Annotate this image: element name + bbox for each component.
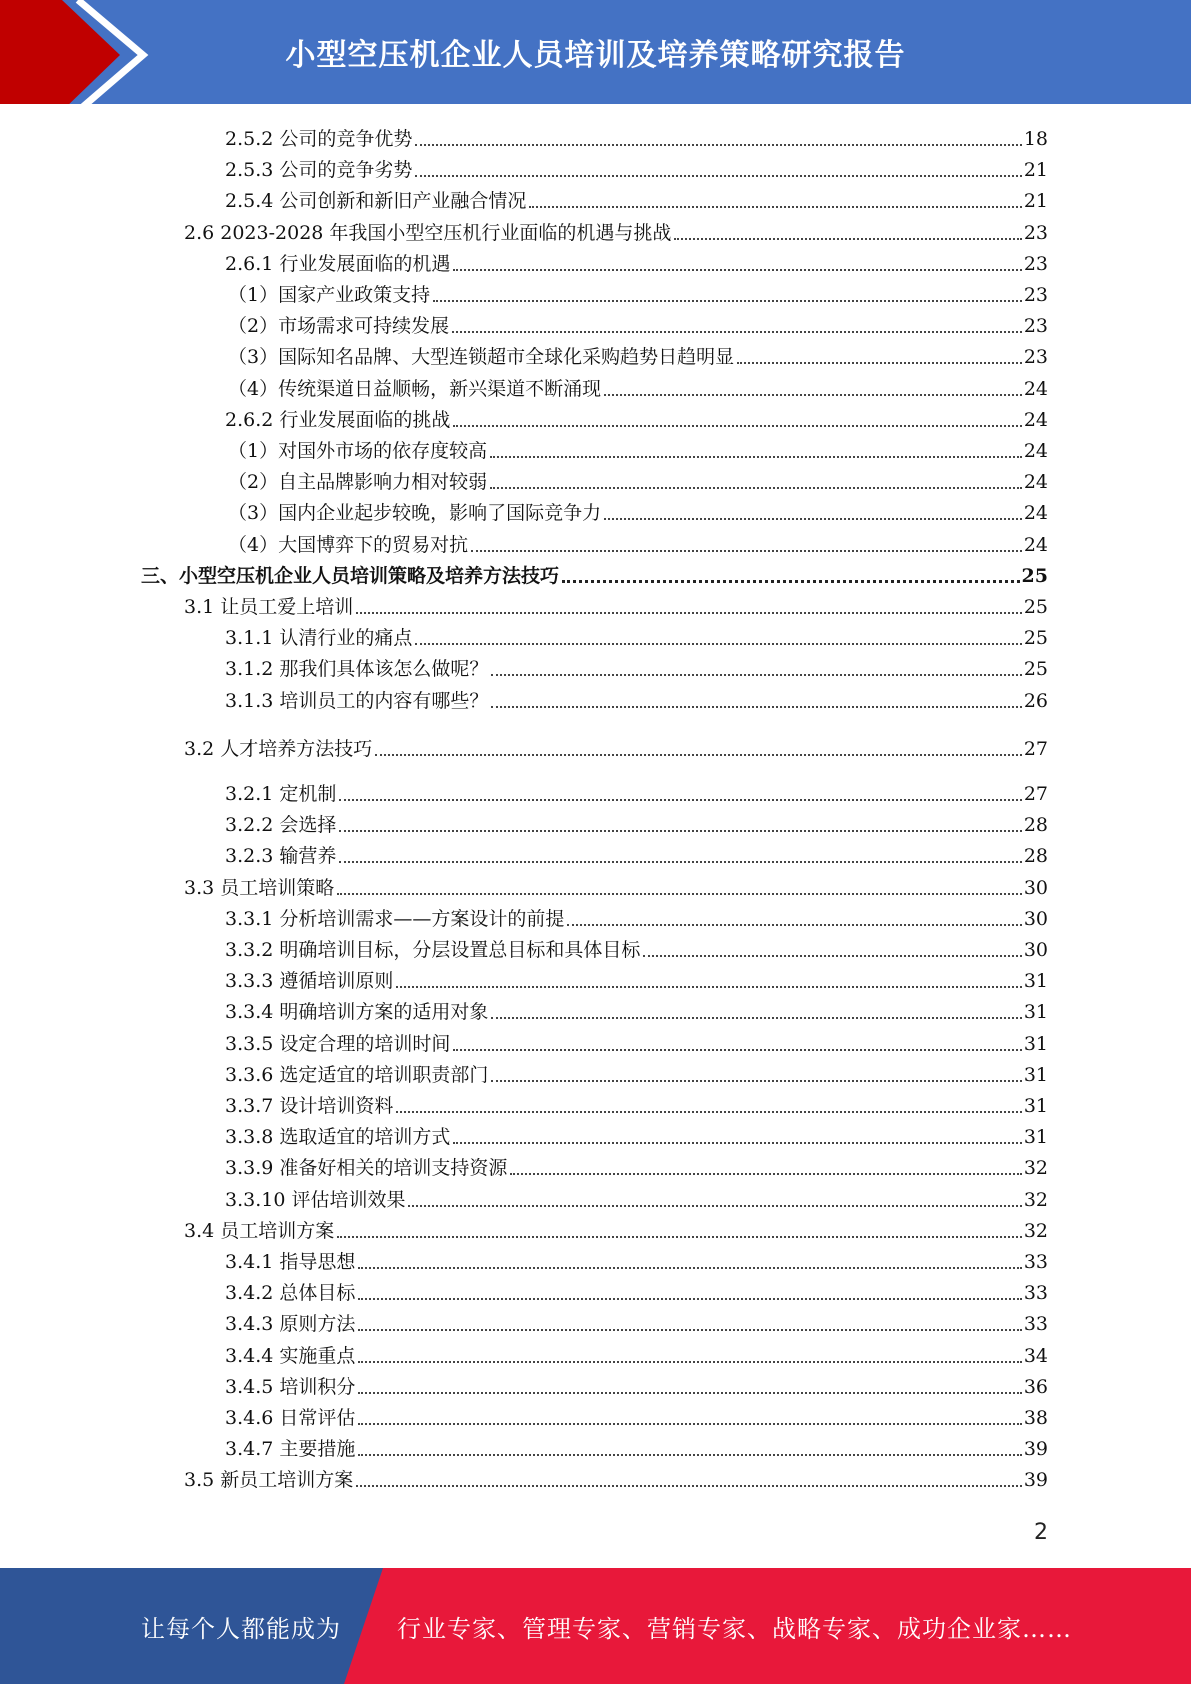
toc-entry[interactable]	[184, 595, 1048, 619]
toc-entry[interactable]	[225, 127, 1048, 151]
toc-entry[interactable]	[225, 844, 1048, 868]
toc-entry[interactable]	[225, 1250, 1048, 1274]
toc-dot-leader	[396, 1111, 1021, 1113]
toc-entry-page: 23	[1023, 346, 1048, 369]
toc-dot-leader	[415, 175, 1021, 177]
toc-entry-page: 25	[1021, 564, 1048, 587]
toc-dot-leader	[358, 1423, 1021, 1425]
toc-entry-page: 21	[1023, 159, 1048, 182]
footer-banner	[0, 1568, 1191, 1684]
toc-entry[interactable]	[184, 737, 1048, 761]
toc-entry[interactable]	[225, 657, 1048, 681]
footer-roles: 行业专家、管理专家、营销专家、战略专家、成功企业家……	[397, 1614, 1072, 1643]
toc-entry-page: 24	[1023, 502, 1048, 525]
toc-entry-label: 3.4.1 指导思想	[225, 1251, 356, 1273]
toc-entry-label: 3.4.6 日常评估	[225, 1407, 356, 1429]
toc-entry[interactable]	[225, 689, 1048, 713]
toc-entry-label: 3.3.2 明确培训目标，分层设置总目标和具体目标	[225, 939, 641, 961]
toc-dot-leader	[490, 487, 1022, 489]
toc-dot-leader	[737, 362, 1022, 364]
toc-entry-label: 3.5 新员工培训方案	[184, 1469, 354, 1492]
toc-dot-leader	[453, 425, 1021, 427]
toc-entry-label: （1）国家产业政策支持	[228, 284, 431, 306]
toc-entry-page: 31	[1023, 1001, 1048, 1024]
toc-entry-page: 30	[1023, 907, 1048, 930]
toc-entry-page: 24	[1023, 408, 1048, 431]
toc-entry[interactable]	[184, 876, 1048, 900]
toc-dot-leader	[358, 1361, 1021, 1363]
toc-entry-page: 33	[1023, 1313, 1048, 1336]
toc-entry-page: 31	[1023, 970, 1048, 993]
toc-entry[interactable]	[225, 969, 1048, 993]
toc-dot-leader	[604, 518, 1022, 520]
toc-entry[interactable]	[225, 1063, 1048, 1087]
toc-dot-leader	[339, 861, 1021, 863]
toc-dot-leader	[396, 986, 1021, 988]
toc-entry[interactable]	[184, 221, 1048, 245]
toc-entry[interactable]	[225, 782, 1048, 806]
toc-entry-label: 3.4.4 实施重点	[225, 1344, 356, 1367]
toc-entry[interactable]	[225, 1156, 1048, 1180]
toc-dot-leader	[358, 1298, 1021, 1300]
toc-dot-leader	[491, 674, 1021, 676]
toc-entry[interactable]	[225, 1312, 1048, 1336]
toc-dot-leader	[471, 550, 1022, 552]
toc-entry-page: 25	[1023, 658, 1048, 681]
toc-entry-label: 2.6 2023-2028 年我国小型空压机行业面临的机遇与挑战	[184, 221, 672, 244]
toc-entry[interactable]	[228, 501, 1048, 525]
toc-entry-page: 34	[1023, 1344, 1048, 1367]
toc-entry[interactable]	[228, 533, 1048, 557]
toc-entry-page: 32	[1023, 1157, 1048, 1180]
toc-entry-label: 3.3.8 选取适宜的培训方式	[225, 1126, 451, 1149]
toc-entry[interactable]	[225, 907, 1048, 931]
toc-entry-label: 3.3.7 设计培训资料	[225, 1095, 394, 1117]
toc-dot-leader	[358, 1329, 1021, 1331]
toc-dot-leader	[453, 1142, 1021, 1144]
toc-entry-label: 3.2 人才培养方法技巧	[184, 737, 373, 760]
toc-entry-page: 23	[1023, 252, 1048, 275]
toc-entry-page: 28	[1023, 845, 1048, 868]
toc-entry-label: 3.3.5 设定合理的培训时间	[225, 1032, 451, 1055]
toc-dot-leader	[567, 924, 1021, 926]
toc-dot-leader	[337, 893, 1022, 895]
toc-entry-page: 23	[1023, 221, 1048, 244]
toc-entry-page: 23	[1023, 284, 1048, 306]
toc-entry-page: 33	[1023, 1282, 1048, 1305]
toc-entry[interactable]	[225, 813, 1048, 837]
toc-dot-leader	[491, 706, 1021, 708]
toc-entry[interactable]	[225, 1406, 1048, 1430]
toc-entry-page: 31	[1023, 1063, 1048, 1086]
toc-dot-leader	[339, 830, 1021, 832]
toc-entry-page: 38	[1023, 1407, 1048, 1429]
toc-entry-page: 31	[1023, 1126, 1048, 1149]
toc-dot-leader	[415, 144, 1021, 146]
toc-entry[interactable]	[225, 189, 1048, 213]
toc-entry-label: （4）传统渠道日益顺畅，新兴渠道不断涌现	[228, 377, 602, 400]
toc-entry[interactable]	[225, 1344, 1048, 1368]
toc-entry-page: 31	[1023, 1095, 1048, 1117]
toc-entry-page: 28	[1023, 814, 1048, 837]
toc-entry-page: 21	[1023, 190, 1048, 213]
toc-entry-label: （3）国际知名品牌、大型连锁超市全球化采购趋势日趋明显	[228, 346, 735, 369]
toc-entry[interactable]	[225, 252, 1048, 276]
header-arrow-decoration	[0, 0, 160, 111]
toc-dot-leader	[356, 1485, 1022, 1487]
header-divider	[0, 104, 1191, 111]
toc-entry-label: 三、小型空压机企业人员培训策略及培养方法技巧	[141, 564, 560, 587]
toc-entry-page: 30	[1023, 939, 1048, 961]
toc-entry-label: （1）对国外市场的依存度较高	[228, 440, 488, 462]
toc-entry[interactable]	[228, 345, 1048, 369]
toc-dot-leader	[453, 269, 1021, 271]
toc-entry-page: 25	[1023, 596, 1048, 618]
toc-entry-label: 3.1.2 那我们具体该怎么做呢？	[225, 658, 489, 681]
toc-entry-label: 2.5.2 公司的竞争优势	[225, 128, 413, 150]
toc-entry[interactable]	[225, 1094, 1048, 1118]
toc-entry[interactable]	[225, 1125, 1048, 1149]
toc-dot-leader	[358, 1454, 1021, 1456]
toc-entry-label: 2.5.3 公司的竞争劣势	[225, 159, 413, 182]
toc-entry-page: 36	[1023, 1375, 1048, 1398]
toc-entry-page: 26	[1023, 689, 1048, 712]
document-title: 小型空压机企业人员培训及培养策略研究报告	[285, 38, 906, 73]
toc-entry-page: 39	[1023, 1438, 1048, 1461]
toc-dot-leader	[491, 1017, 1021, 1019]
toc-dot-leader	[491, 1080, 1021, 1082]
toc-entry[interactable]	[225, 1281, 1048, 1305]
toc-entry[interactable]	[141, 564, 1048, 588]
toc-entry[interactable]	[225, 1375, 1048, 1399]
toc-entry-page: 24	[1023, 440, 1048, 462]
toc-entry-page: 25	[1023, 627, 1048, 650]
toc-dot-leader	[375, 754, 1022, 756]
toc-entry-label: 3.3.6 选定适宜的培训职责部门	[225, 1063, 489, 1086]
toc-dot-leader	[510, 1173, 1021, 1175]
toc-entry-label: 3.1 让员工爱上培训	[184, 596, 354, 618]
toc-entry[interactable]	[225, 626, 1048, 650]
page-number: 2	[1034, 1520, 1048, 1545]
toc-entry-page: 32	[1023, 1219, 1048, 1242]
toc-dot-leader	[452, 331, 1022, 333]
toc-entry[interactable]	[228, 439, 1048, 463]
toc-entry-label: （4）大国博弈下的贸易对抗	[228, 533, 469, 556]
toc-entry-label: 3.4.3 原则方法	[225, 1313, 356, 1336]
toc-entry[interactable]	[225, 1188, 1048, 1212]
toc-entry[interactable]	[225, 1437, 1048, 1461]
toc-entry[interactable]	[225, 408, 1048, 432]
toc-entry-page: 32	[1023, 1188, 1048, 1211]
toc-dot-leader	[358, 1267, 1021, 1269]
toc-entry-label: 2.6.2 行业发展面临的挑战	[225, 408, 451, 431]
toc-entry-label: 3.3.9 准备好相关的培训支持资源	[225, 1157, 508, 1180]
toc-entry[interactable]	[228, 314, 1048, 338]
toc-entry-page: 23	[1023, 315, 1048, 338]
toc-entry-page: 24	[1023, 471, 1048, 494]
toc-entry-label: 3.3.3 遵循培训原则	[225, 970, 394, 993]
toc-entry-label: 3.4.2 总体目标	[225, 1282, 356, 1305]
toc-entry-page: 27	[1023, 737, 1048, 760]
toc-dot-leader	[674, 238, 1021, 240]
header-banner	[0, 0, 1191, 111]
toc-entry-label: （2）市场需求可持续发展	[228, 315, 450, 338]
toc-entry[interactable]	[225, 1000, 1048, 1024]
toc-entry-label: 2.5.4 公司创新和新旧产业融合情况	[225, 190, 527, 213]
footer-slogan: 让每个人都能成为	[141, 1614, 341, 1643]
toc-entry-label: 2.6.1 行业发展面临的机遇	[225, 252, 451, 275]
toc-entry-page: 24	[1023, 533, 1048, 556]
toc-entry-label: 3.1.3 培训员工的内容有哪些？	[225, 689, 489, 712]
toc-entry-page: 39	[1023, 1469, 1048, 1492]
toc-entry-page: 24	[1023, 377, 1048, 400]
toc-entry-label: （3）国内企业起步较晚，影响了国际竞争力	[228, 502, 602, 525]
toc-entry-page: 30	[1023, 876, 1048, 899]
toc-dot-leader	[562, 580, 1020, 583]
toc-entry-label: 3.2.3 输营养	[225, 845, 337, 868]
toc-entry[interactable]	[225, 158, 1048, 182]
toc-dot-leader	[339, 799, 1021, 801]
toc-entry-label: 3.3 员工培训策略	[184, 876, 335, 899]
toc-entry-label: 3.3.4 明确培训方案的适用对象	[225, 1001, 489, 1024]
toc-entry-page: 27	[1023, 783, 1048, 805]
toc-entry[interactable]	[225, 1032, 1048, 1056]
toc-entry-page: 18	[1023, 128, 1048, 150]
toc-entry-label: 3.2.2 会选择	[225, 814, 337, 837]
toc-dot-leader	[453, 1049, 1021, 1051]
toc-entry-page: 31	[1023, 1032, 1048, 1055]
toc-entry[interactable]	[184, 1219, 1048, 1243]
toc-dot-leader	[604, 394, 1022, 396]
toc-dot-leader	[415, 643, 1021, 645]
toc-entry-page: 33	[1023, 1251, 1048, 1273]
toc-dot-leader	[358, 1392, 1021, 1394]
toc-entry-label: 3.1.1 认清行业的痛点	[225, 627, 413, 650]
toc-dot-leader	[433, 300, 1022, 302]
toc-entry[interactable]	[225, 938, 1048, 962]
toc-entry-label: 3.4.7 主要措施	[225, 1438, 356, 1461]
toc-entry[interactable]	[228, 377, 1048, 401]
toc-dot-leader	[337, 1236, 1022, 1238]
toc-dot-leader	[408, 1205, 1021, 1207]
toc-entry-label: 3.4 员工培训方案	[184, 1219, 335, 1242]
toc-dot-leader	[529, 206, 1021, 208]
toc-dot-leader	[356, 612, 1022, 614]
toc-entry[interactable]	[228, 283, 1048, 307]
toc-dot-leader	[643, 955, 1021, 957]
toc-entry-label: 3.3.10 评估培训效果	[225, 1188, 406, 1211]
toc-dot-leader	[490, 456, 1022, 458]
toc-entry-label: 3.3.1 分析培训需求——方案设计的前提	[225, 907, 565, 930]
toc-entry[interactable]	[228, 470, 1048, 494]
toc-entry[interactable]	[184, 1468, 1048, 1492]
toc-entry-label: （2）自主品牌影响力相对较弱	[228, 471, 488, 494]
toc-entry-label: 3.2.1 定机制	[225, 783, 337, 805]
toc-entry-label: 3.4.5 培训积分	[225, 1375, 356, 1398]
